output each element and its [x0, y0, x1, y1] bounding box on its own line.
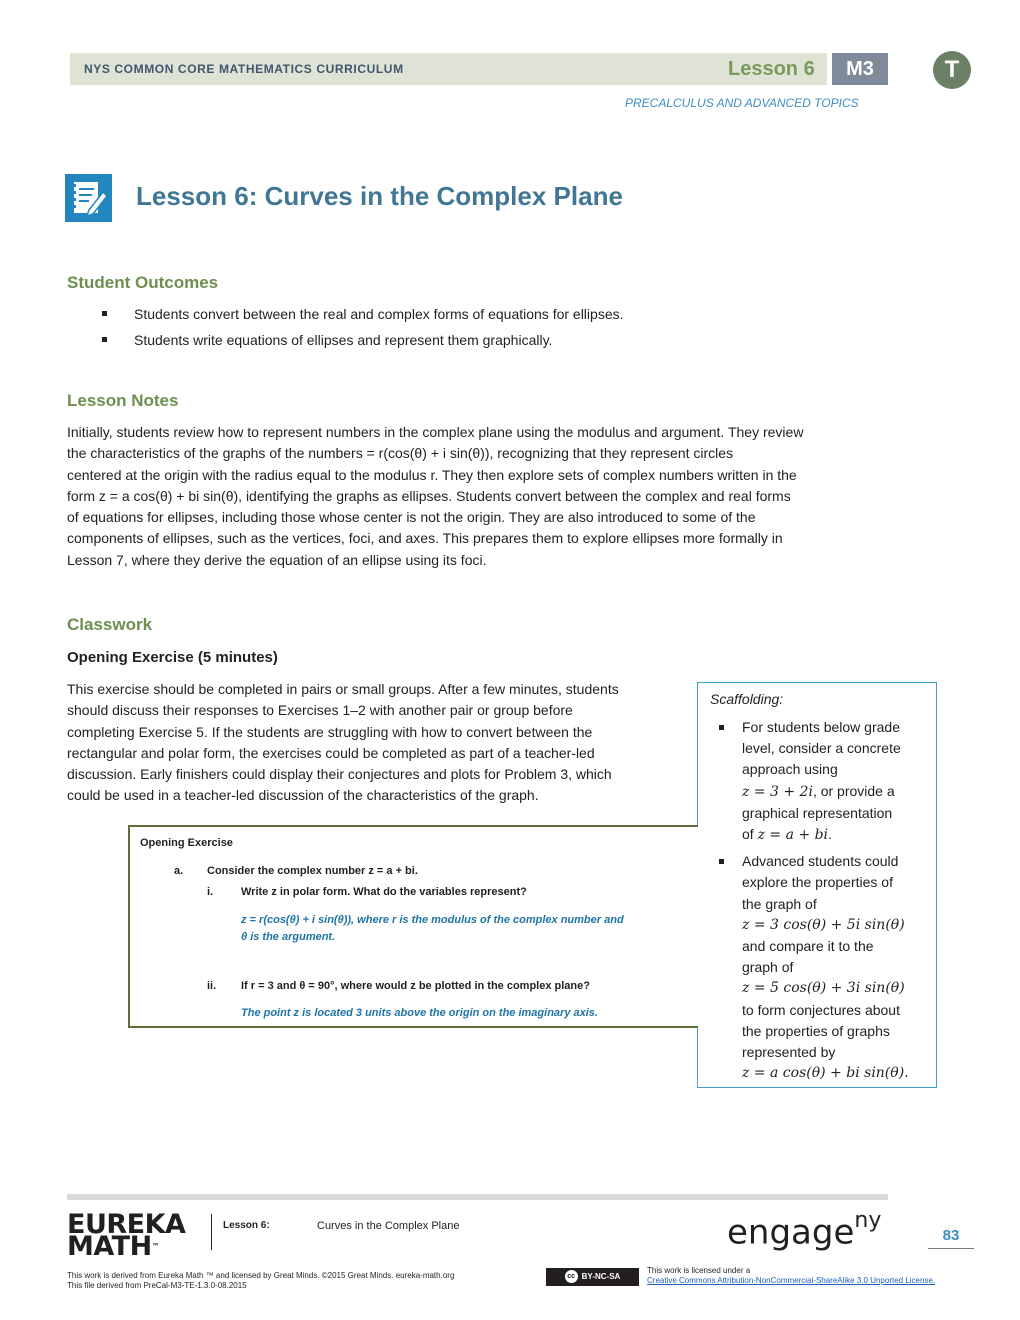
part-i-label: i. [207, 886, 214, 898]
part-ii-label: ii. [207, 980, 217, 992]
scaffolding-item [712, 717, 934, 846]
page-title: Lesson 6: Curves in the Complex Plane [136, 181, 623, 211]
text-line: centered at the origin with the radius equal to the modulus r. They then explore sets of complex numbers written in the [67, 466, 797, 483]
text-line: and compare it to the [742, 938, 874, 955]
text-line: discussion. Early finishers could display their conjectures and plots for Problem 3, which [67, 766, 612, 783]
text-line: This work is licensed under a [647, 1266, 751, 1275]
text-line: rectangular and polar form, the exercises could be completed as part of a teacher-led [67, 744, 595, 761]
text-line: completing Exercise 5. If the students are struggling with how to convert between the [67, 723, 593, 740]
eureka-math-logo [67, 1209, 186, 1262]
lesson-notes-body [67, 422, 897, 571]
text-fragment: , or provide a [812, 782, 895, 799]
logo-line: EUREKA [67, 1209, 186, 1240]
scaffolding-title: Scaffolding: [710, 691, 784, 707]
text-line: could be used in a teacher-led discussion of the characteristics of the graph. [67, 787, 539, 804]
text-line: the properties of graphs [742, 1022, 890, 1039]
text-line: This file derived from PreCal-M3-TE-1.3.0-08.2015 [67, 1281, 247, 1290]
cc-badge-text: BY-NC-SA [581, 1272, 621, 1281]
exercise-title: Opening Exercise [140, 837, 233, 849]
footer-rule [67, 1194, 888, 1200]
logo-word: engage [727, 1212, 855, 1253]
math-expression: z = a + bi [757, 827, 829, 844]
text-line: the characteristics of the graphs of the numbers = r(cos(θ) + i sin(θ)), recognizing that they represent circles [67, 445, 734, 462]
text-line: represented by [742, 1044, 836, 1061]
license-note [67, 1271, 454, 1291]
license-statement [647, 1266, 935, 1286]
logo-line: MATH [67, 1231, 152, 1262]
text-line: to form conjectures about [742, 1001, 900, 1018]
text-line: approach using [742, 761, 838, 778]
text-line: components of ellipses, such as the vertices, foci, and axes. This prepares them to explore ellipses more formally in [67, 530, 783, 547]
page-number: 83 [928, 1227, 974, 1249]
part-i-answer-line1: z = r(cos(θ) + i sin(θ)), where r is the modulus of the complex number and [241, 914, 624, 926]
part-a-label: a. [174, 865, 184, 877]
opening-exercise-heading: Opening Exercise (5 minutes) [67, 649, 278, 666]
cc-icon: cc [565, 1270, 578, 1283]
student-outcomes-list [100, 301, 880, 353]
footer-lesson-name: Curves in the Complex Plane [317, 1220, 460, 1232]
text-fragment: . [828, 826, 832, 843]
text-line: Initially, students review how to represent numbers in the complex plane using the modulus and argument. They review [67, 424, 804, 440]
text-fragment: of [742, 826, 758, 843]
part-i-answer-line2: θ is the argument. [241, 931, 336, 943]
part-i-text: Write z in polar form. What do the variables represent? [241, 886, 527, 898]
math-expression: z = a cos(θ) + bi sin(θ). [742, 1065, 909, 1082]
math-expression: z = 5 cos(θ) + 3i sin(θ) [742, 980, 905, 997]
list-item: Students write equations of ellipses and represent them graphically. [100, 327, 880, 353]
text-line: level, consider a concrete [742, 740, 901, 757]
lesson-notebook-icon [65, 174, 112, 222]
text-line: of equations for ellipses, including those whose center is not the origin. They are also introduced to some of the [67, 509, 756, 526]
lesson-notes-heading: Lesson Notes [67, 391, 179, 410]
text-line: form z = a cos(θ) + bi sin(θ), identifying the graphs as ellipses. Students convert between the complex and real forms [67, 487, 791, 504]
text-line: graphical representation [742, 804, 893, 821]
opening-exercise-box [128, 825, 698, 1028]
text-line: This work is derived from Eureka Math ™ and licensed by Great Minds. ©2015 Great Minds. eureka-math.org [67, 1271, 455, 1280]
license-link[interactable]: Creative Commons Attribution-NonCommercial-ShareAlike 3.0 Unported License. [647, 1276, 936, 1285]
trademark-mark: ™ [151, 1242, 160, 1251]
math-expression: z = 3 cos(θ) + 5i sin(θ) [742, 916, 905, 933]
scaffolding-item [712, 851, 934, 1084]
cc-license-badge [546, 1268, 639, 1286]
classwork-body [67, 679, 687, 807]
scaffolding-box [697, 682, 937, 1088]
part-ii-answer: The point z is located 3 units above the origin on the imaginary axis. [241, 1007, 598, 1019]
part-a-text: Consider the complex number z = a + bi. [207, 865, 418, 877]
curriculum-label: NYS COMMON CORE MATHEMATICS CURRICULUM [84, 62, 404, 76]
classwork-heading: Classwork [67, 615, 153, 634]
text-line: Lesson 7, where they derive the equation of an ellipse using its foci. [67, 551, 487, 568]
footer-lesson-label: Lesson 6: [223, 1220, 270, 1231]
text-line: should discuss their responses to Exercises 1–2 with another pair or group before [67, 702, 573, 719]
lesson-tag: Lesson 6 [728, 58, 815, 80]
engageny-logo [727, 1208, 882, 1253]
part-ii-text: If r = 3 and θ = 90°, where would z be plotted in the complex plane? [241, 980, 590, 992]
text-line: explore the properties of [742, 874, 893, 891]
list-item: Students convert between the real and complex forms of equations for ellipses. [100, 301, 880, 327]
text-line: For students below grade [742, 719, 900, 735]
logo-superscript: ny [854, 1208, 882, 1233]
teacher-badge: T [933, 51, 971, 89]
module-badge: M3 [832, 53, 888, 85]
text-line: This exercise should be completed in pairs or small groups. After a few minutes, students [67, 681, 619, 697]
text-line: graph of [742, 959, 794, 976]
math-expression: z = 3 + 2i [742, 783, 813, 800]
course-label: PRECALCULUS AND ADVANCED TOPICS [625, 96, 859, 110]
text-line: the graph of [742, 895, 817, 912]
footer-separator [211, 1214, 212, 1250]
text-line: Advanced students could [742, 853, 899, 870]
student-outcomes-heading: Student Outcomes [67, 273, 219, 292]
